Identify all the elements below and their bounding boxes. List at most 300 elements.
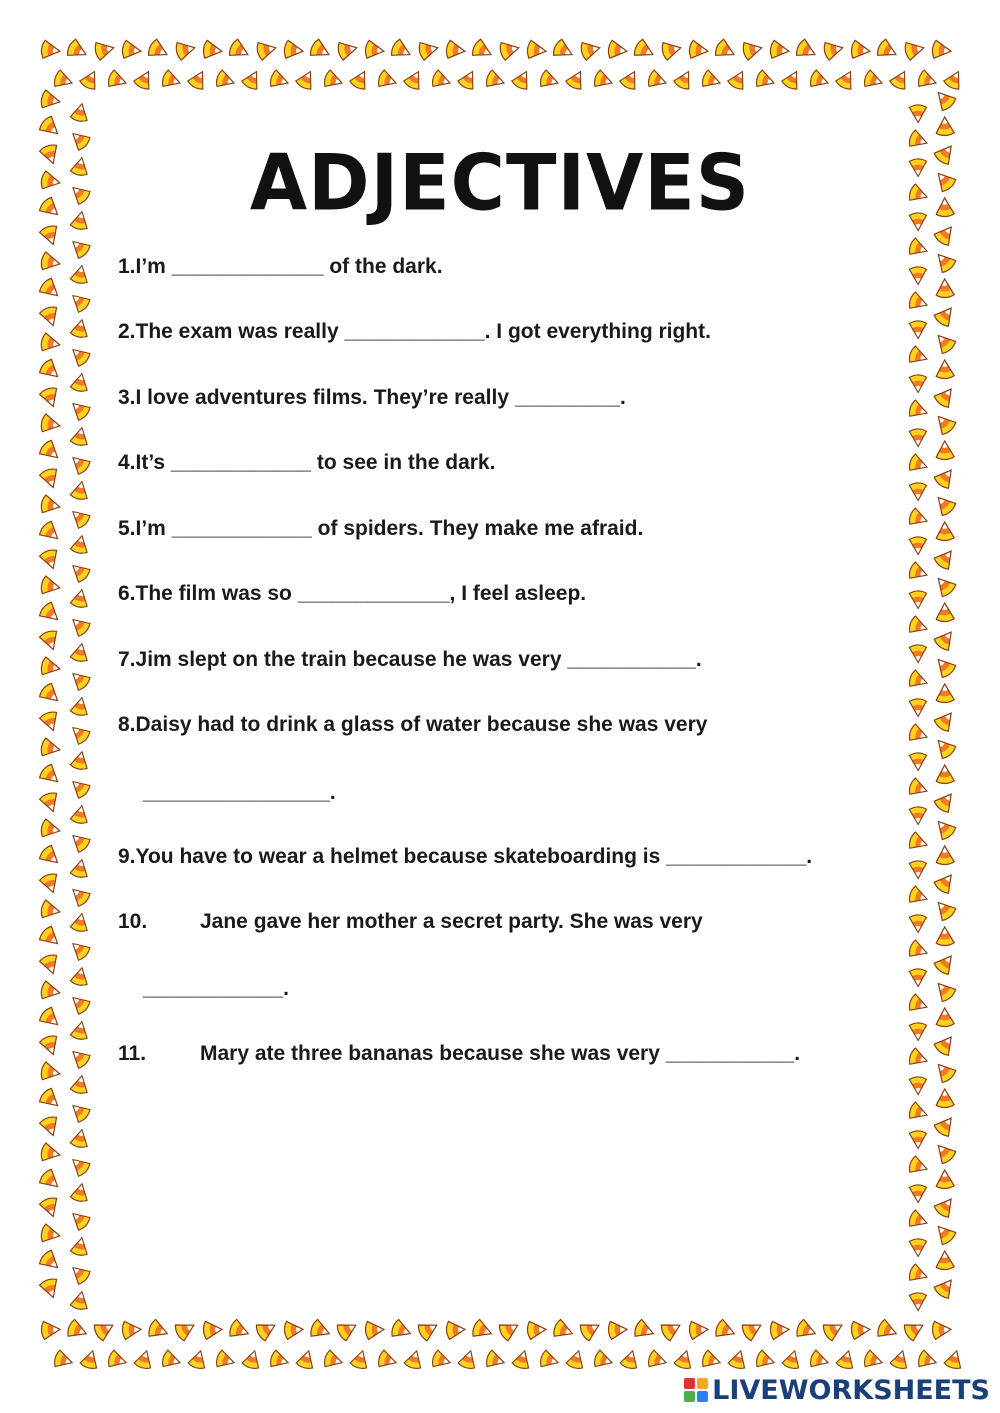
candy-corn-icon — [471, 1319, 495, 1342]
candy-corn-icon — [70, 1290, 90, 1311]
item-2 — [118, 319, 711, 345]
candy-corn-icon — [92, 1317, 117, 1342]
candy-corn-icon — [70, 102, 90, 123]
candy-corn-icon — [39, 386, 62, 409]
candy-corn-icon — [38, 925, 64, 951]
candy-corn-icon — [755, 1349, 777, 1370]
candy-corn-icon — [908, 561, 930, 583]
candy-corn-icon — [215, 69, 237, 91]
candy-corn-icon — [943, 1348, 964, 1370]
candy-corn-icon — [53, 1349, 75, 1370]
candy-corn-icon — [770, 1320, 790, 1339]
item-text: Jim slept on the train because he was very ___________. — [135, 648, 702, 671]
candy-corn-icon — [133, 1348, 154, 1370]
candy-corn-icon — [909, 861, 926, 879]
candy-corn-icon — [269, 69, 291, 91]
candy-corn-icon — [70, 588, 90, 609]
candy-corn-icon — [65, 38, 90, 62]
item-number: 8. — [118, 713, 136, 736]
candy-corn-icon — [39, 1277, 62, 1300]
candy-corn-icon — [909, 483, 926, 501]
candy-corn-icon — [809, 1349, 831, 1370]
candy-corn-icon — [909, 591, 926, 609]
candy-corn-icon — [38, 601, 64, 627]
candy-corn-icon — [38, 1087, 64, 1113]
candy-corn-icon — [917, 1349, 939, 1370]
candy-corn-icon — [161, 69, 183, 91]
candy-corn-icon — [39, 872, 62, 895]
candy-corn-icon — [38, 115, 64, 141]
candy-corn-icon — [67, 343, 92, 367]
candy-corn-icon — [38, 277, 64, 303]
candy-corn-icon — [933, 1113, 959, 1139]
candy-corn-icon — [876, 1319, 900, 1342]
candy-corn-icon — [714, 1319, 738, 1342]
candy-corn-icon — [701, 69, 723, 91]
candy-corn-icon — [936, 927, 955, 946]
candy-corn-icon — [67, 1099, 92, 1123]
item-7 — [118, 647, 702, 673]
candy-corn-icon — [608, 1320, 628, 1339]
candy-corn-icon — [254, 1317, 279, 1342]
candy-corn-icon — [40, 333, 62, 354]
candy-corn-icon — [70, 1074, 90, 1095]
candy-corn-icon — [909, 1239, 926, 1257]
candy-corn-icon — [909, 645, 926, 663]
item-9 — [118, 844, 812, 870]
item-text: I love adventures films. They’re really _________. — [135, 386, 626, 409]
candy-corn-icon — [283, 40, 304, 60]
candy-corn-icon — [932, 1140, 958, 1166]
candy-corn-icon — [161, 1349, 183, 1370]
candy-corn-icon — [908, 507, 930, 529]
item-number: 1. — [118, 255, 136, 278]
candy-corn-icon — [66, 1319, 90, 1342]
candy-corn-icon — [551, 38, 576, 62]
candy-corn-icon — [67, 289, 92, 313]
candy-corn-icon — [932, 87, 958, 113]
candy-corn-icon — [41, 1320, 61, 1339]
candy-corn-icon — [593, 69, 615, 91]
candy-corn-icon — [619, 1348, 640, 1370]
candy-corn-icon — [727, 1348, 748, 1370]
candy-corn-icon — [607, 40, 628, 60]
candy-corn-icon — [936, 1008, 955, 1027]
candy-corn-icon — [67, 559, 92, 583]
candy-corn-icon — [936, 603, 955, 622]
candy-corn-icon — [740, 1317, 765, 1342]
candy-corn-icon — [39, 1115, 62, 1138]
candy-corn-icon — [38, 1006, 64, 1032]
candy-corn-icon — [932, 492, 958, 518]
candy-corn-icon — [727, 68, 750, 92]
item-3 — [118, 385, 626, 411]
candy-corn-icon — [578, 1317, 603, 1342]
candy-corn-icon — [902, 1317, 927, 1342]
candy-corn-icon — [863, 69, 885, 91]
logo-grid-icon — [684, 1378, 708, 1402]
candy-corn-icon — [335, 1317, 360, 1342]
candy-corn-icon — [431, 69, 453, 91]
candy-corn-icon — [909, 429, 926, 447]
candy-corn-icon — [67, 505, 92, 529]
candy-corn-icon — [457, 1348, 478, 1370]
candy-corn-icon — [39, 305, 62, 328]
candy-corn-icon — [933, 789, 959, 815]
item-text: The exam was really ____________. I got everything right. — [135, 320, 711, 343]
candy-corn-icon — [308, 38, 333, 62]
candy-corn-icon — [632, 38, 657, 62]
candy-corn-icon — [365, 1320, 385, 1339]
candy-corn-icon — [147, 1319, 171, 1342]
candy-corn-icon — [67, 397, 92, 421]
candy-corn-icon — [909, 753, 926, 771]
candy-corn-icon — [932, 1221, 958, 1247]
candy-corn-icon — [835, 1348, 856, 1370]
candy-corn-icon — [908, 615, 930, 637]
candy-corn-icon — [933, 708, 959, 734]
candy-corn-icon — [67, 1261, 92, 1285]
item-5 — [118, 516, 643, 542]
candy-corn-icon — [908, 777, 930, 799]
candy-corn-icon — [933, 384, 959, 410]
candy-corn-icon — [909, 1293, 926, 1311]
candy-corn-icon — [673, 68, 696, 92]
candy-corn-icon — [309, 1319, 333, 1342]
candy-corn-icon — [70, 372, 90, 393]
candy-corn-icon — [122, 1320, 142, 1339]
candy-corn-icon — [284, 1320, 304, 1339]
candy-corn-icon — [936, 441, 955, 460]
candy-corn-icon — [40, 40, 61, 60]
candy-corn-icon — [908, 1047, 930, 1069]
candy-corn-icon — [40, 414, 62, 435]
candy-corn-icon — [323, 1349, 345, 1370]
candy-corn-icon — [932, 1320, 952, 1339]
candy-corn-icon — [215, 1349, 237, 1370]
candy-corn-icon — [863, 1349, 885, 1370]
candy-corn-icon — [67, 1045, 92, 1069]
candy-corn-icon — [228, 1319, 252, 1342]
logo-square — [684, 1378, 695, 1389]
candy-corn-icon — [70, 1128, 90, 1149]
candy-corn-icon — [39, 1196, 62, 1219]
candy-corn-icon — [227, 38, 252, 62]
candy-corn-icon — [889, 1348, 910, 1370]
candy-corn-icon — [932, 411, 958, 437]
candy-corn-icon — [67, 721, 92, 745]
candy-corn-icon — [933, 1194, 959, 1220]
logo-square — [697, 1391, 708, 1402]
candy-corn-icon — [908, 831, 930, 853]
item-text: You have to wear a helmet because skateboarding is ____________. — [135, 845, 813, 868]
item-text: The film was so _____________, I feel asleep. — [135, 582, 587, 605]
item-8-continuation: ________________. — [143, 781, 336, 804]
candy-corn-icon — [39, 791, 62, 814]
candy-corn-icon — [688, 40, 709, 60]
candy-corn-icon — [908, 1263, 930, 1285]
candy-corn-icon — [107, 69, 129, 91]
item-4 — [118, 450, 495, 476]
logo-square — [684, 1391, 695, 1402]
candy-corn-icon — [295, 1348, 316, 1370]
item-text: Jane gave her mother a secret party. She was very — [200, 910, 703, 933]
item-text: Daisy had to drink a glass of water because she was very — [135, 713, 708, 736]
candy-corn-icon — [67, 775, 92, 799]
candy-corn-icon — [647, 1349, 669, 1370]
worksheet-title: ADJECTIVES — [249, 137, 751, 229]
candy-corn-icon — [70, 1236, 90, 1257]
candy-corn-icon — [431, 1349, 453, 1370]
candy-corn-icon — [323, 69, 345, 91]
item-number: 3. — [118, 386, 136, 409]
candy-corn-icon — [39, 1034, 62, 1057]
candy-corn-icon — [416, 1317, 441, 1342]
candy-corn-icon — [70, 264, 90, 285]
item-number: 4. — [118, 451, 136, 474]
candy-corn-icon — [539, 1349, 561, 1370]
candy-corn-icon — [936, 765, 955, 784]
candy-corn-icon — [659, 1317, 684, 1342]
item-number: 6. — [118, 582, 136, 605]
candy-corn-icon — [932, 897, 958, 923]
candy-corn-icon — [39, 629, 62, 652]
candy-corn-icon — [38, 1249, 64, 1275]
candy-corn-icon — [445, 40, 466, 60]
candy-corn-icon — [933, 303, 959, 329]
candy-corn-icon — [908, 1101, 930, 1123]
item-1 — [118, 254, 443, 280]
candy-corn-icon — [936, 684, 955, 703]
candy-corn-icon — [633, 1319, 657, 1342]
candy-corn-icon — [446, 1320, 466, 1339]
candy-corn-icon — [909, 807, 926, 825]
candy-corn-icon — [349, 1348, 370, 1370]
candy-corn-icon — [70, 642, 90, 663]
candy-corn-icon — [909, 1023, 926, 1041]
candy-corn-icon — [349, 68, 372, 92]
candy-corn-icon — [389, 38, 414, 62]
candy-corn-icon — [377, 1349, 399, 1370]
candy-corn-icon — [40, 900, 62, 921]
candy-corn-icon — [39, 467, 62, 490]
candy-corn-icon — [932, 654, 958, 680]
candy-corn-icon — [936, 1089, 955, 1108]
candy-corn-icon — [173, 1317, 198, 1342]
candy-corn-icon — [932, 330, 958, 356]
liveworksheets-logo[interactable] — [684, 1373, 990, 1407]
candy-corn-icon — [933, 951, 959, 977]
candy-corn-icon — [794, 38, 819, 62]
logo-square — [697, 1378, 708, 1389]
candy-corn-icon — [67, 1153, 92, 1177]
candy-corn-icon — [713, 38, 738, 62]
candy-corn-icon — [203, 1320, 223, 1339]
candy-corn-icon — [526, 40, 547, 60]
candy-corn-icon — [908, 1209, 930, 1231]
candy-corn-icon — [908, 237, 930, 259]
candy-corn-icon — [202, 40, 223, 60]
candy-corn-icon — [121, 40, 142, 60]
candy-corn-icon — [79, 68, 102, 92]
candy-corn-icon — [932, 1059, 958, 1085]
item-number: 2. — [118, 320, 136, 343]
candy-corn-icon — [499, 39, 521, 61]
candy-corn-icon — [70, 804, 90, 825]
candy-corn-icon — [67, 613, 92, 637]
candy-corn-icon — [146, 38, 171, 62]
candy-corn-icon — [40, 1224, 62, 1245]
candy-corn-icon — [552, 1319, 576, 1342]
item-10-continuation: ____________. — [143, 977, 289, 1000]
item-11 — [118, 1041, 800, 1067]
candy-corn-icon — [909, 267, 926, 285]
candy-corn-icon — [38, 763, 64, 789]
candy-corn-icon — [511, 68, 534, 92]
candy-corn-icon — [337, 39, 359, 61]
candy-corn-icon — [70, 912, 90, 933]
candy-corn-icon — [133, 68, 156, 92]
item-text: It’s ____________ to see in the dark. — [135, 451, 496, 474]
candy-corn-icon — [38, 1168, 64, 1194]
candy-corn-icon — [904, 39, 926, 61]
candy-corn-icon — [932, 573, 958, 599]
candy-corn-icon — [689, 1320, 709, 1339]
candy-corn-icon — [835, 68, 858, 92]
item-10 — [118, 909, 703, 935]
candy-corn-icon — [908, 1155, 930, 1177]
candy-corn-icon — [933, 465, 959, 491]
candy-corn-icon — [79, 1348, 100, 1370]
candy-corn-icon — [933, 1275, 959, 1301]
candy-corn-icon — [823, 39, 845, 61]
candy-corn-icon — [875, 38, 900, 62]
candy-corn-icon — [647, 69, 669, 91]
item-8 — [118, 712, 707, 738]
candy-corn-icon — [565, 68, 588, 92]
candy-corn-icon — [909, 699, 926, 717]
candy-corn-icon — [40, 657, 62, 678]
candy-corn-icon — [70, 750, 90, 771]
candy-corn-icon — [70, 1182, 90, 1203]
candy-corn-icon — [943, 68, 966, 92]
candy-corn-icon — [39, 548, 62, 571]
candy-corn-icon — [497, 1317, 522, 1342]
candy-corn-icon — [932, 816, 958, 842]
candy-corn-icon — [909, 321, 926, 339]
candy-corn-icon — [936, 846, 955, 865]
candy-corn-icon — [67, 991, 92, 1015]
candy-corn-icon — [909, 105, 926, 123]
candy-corn-icon — [70, 858, 90, 879]
candy-corn-icon — [38, 439, 64, 465]
candy-corn-icon — [936, 522, 955, 541]
candy-corn-icon — [908, 345, 930, 367]
candy-corn-icon — [70, 426, 90, 447]
candy-corn-icon — [932, 735, 958, 761]
candy-corn-icon — [781, 1348, 802, 1370]
candy-corn-icon — [909, 1185, 926, 1203]
candy-corn-icon — [70, 966, 90, 987]
candy-corn-icon — [661, 39, 683, 61]
candy-corn-icon — [933, 627, 959, 653]
candy-corn-icon — [390, 1319, 414, 1342]
candy-corn-icon — [511, 1348, 532, 1370]
candy-corn-icon — [67, 667, 92, 691]
candy-corn-icon — [485, 69, 507, 91]
candy-corn-icon — [39, 710, 62, 733]
candy-corn-icon — [673, 1348, 694, 1370]
item-text: I’m _____________ of the dark. — [135, 255, 443, 278]
candy-corn-icon — [364, 40, 385, 60]
candy-corn-icon — [936, 279, 955, 298]
candy-corn-icon — [742, 39, 764, 61]
candy-corn-icon — [70, 696, 90, 717]
item-text: I’m ____________ of spiders. They make me afraid. — [135, 517, 644, 540]
candy-corn-icon — [38, 358, 64, 384]
candy-corn-icon — [701, 1349, 723, 1370]
candy-corn-icon — [67, 829, 92, 853]
logo-text: LIVEWORKSHEETS — [712, 1374, 990, 1406]
candy-corn-icon — [851, 1320, 871, 1339]
candy-corn-icon — [40, 981, 62, 1002]
candy-corn-icon — [809, 69, 831, 91]
candy-corn-icon — [909, 1077, 926, 1095]
candy-corn-icon — [40, 1143, 62, 1164]
candy-corn-icon — [917, 69, 939, 91]
candy-corn-icon — [932, 249, 958, 275]
candy-corn-icon — [908, 993, 930, 1015]
candy-corn-icon — [53, 69, 75, 91]
candy-corn-icon — [593, 1349, 615, 1370]
item-number: 11. — [118, 1042, 147, 1065]
candy-corn-icon — [470, 38, 495, 62]
candy-corn-icon — [909, 915, 926, 933]
candy-corn-icon — [932, 978, 958, 1004]
candy-corn-icon — [38, 844, 64, 870]
candy-corn-icon — [908, 723, 930, 745]
candy-corn-icon — [755, 69, 777, 91]
candy-corn-icon — [403, 1348, 424, 1370]
candy-corn-icon — [256, 39, 278, 61]
candy-corn-icon — [40, 495, 62, 516]
candy-corn-icon — [527, 1320, 547, 1339]
item-number: 10. — [118, 910, 148, 933]
candy-corn-icon — [565, 1348, 586, 1370]
candy-corn-icon — [936, 1170, 955, 1189]
candy-corn-icon — [795, 1319, 819, 1342]
item-number: 9. — [118, 845, 136, 868]
candy-corn-icon — [40, 738, 62, 759]
candy-corn-icon — [40, 1062, 62, 1083]
item-text: Mary ate three bananas because she was very ___________. — [200, 1042, 801, 1065]
candy-corn-icon — [70, 480, 90, 501]
candy-corn-icon — [40, 90, 62, 111]
candy-corn-icon — [619, 68, 642, 92]
candy-corn-icon — [908, 885, 930, 907]
candy-corn-icon — [931, 40, 952, 60]
candy-corn-icon — [67, 937, 92, 961]
candy-corn-icon — [539, 69, 561, 91]
candy-corn-icon — [107, 1349, 129, 1370]
candy-corn-icon — [908, 399, 930, 421]
candy-corn-icon — [580, 39, 602, 61]
candy-corn-icon — [187, 68, 210, 92]
candy-corn-icon — [909, 375, 926, 393]
item-6 — [118, 581, 586, 607]
candy-corn-icon — [933, 546, 959, 572]
candy-corn-icon — [67, 883, 92, 907]
